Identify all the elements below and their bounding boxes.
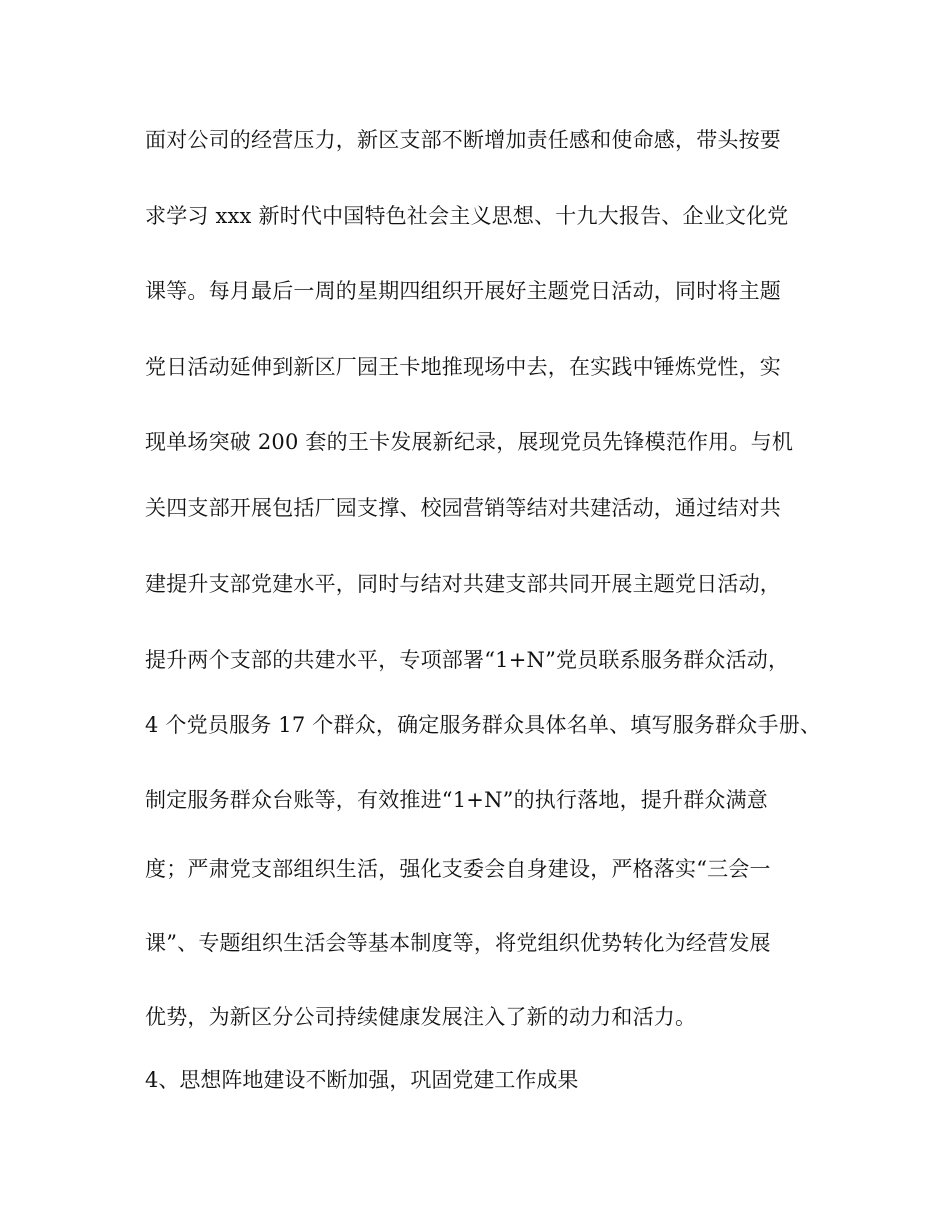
paragraph-line-5: 现单场突破 200 套的王卡发展新纪录，展现党员先锋模范作用。与机 — [145, 430, 794, 454]
paragraph-line-3: 课等。每月最后一周的星期四组织开展好主题党日活动，同时将主题 — [145, 279, 781, 303]
paragraph-line-8: 提升两个支部的共建水平，专项部署“1+N”党员联系服务群众活动， — [145, 648, 790, 672]
paragraph-line-12: 课”、专题组织生活会等基本制度等，将党组织优势转化为经营发展 — [145, 931, 771, 955]
paragraph-line-9: 4 个党员服务 17 个群众，确定服务群众具体名单、填写服务群众手册、 — [145, 713, 822, 737]
paragraph-line-4: 党日活动延伸到新区厂园王卡地推现场中去，在实践中锤炼党性，实 — [145, 355, 781, 379]
paragraph-line-7: 建提升支部党建水平，同时与结对共建支部共同开展主题党日活动， — [145, 572, 781, 596]
section-heading: 4、思想阵地建设不断加强，巩固党建工作成果 — [145, 1068, 579, 1092]
paragraph-line-10: 制定服务群众台账等，有效推进“1+N”的执行落地，提升群众满意 — [145, 788, 769, 812]
paragraph-line-13: 优势，为新区分公司持续健康发展注入了新的动力和活力。 — [145, 1005, 697, 1029]
paragraph-line-6: 关四支部开展包括厂园支撑、校园营销等结对共建活动，通过结对共 — [145, 496, 781, 520]
paragraph-line-1: 面对公司的经营压力，新区支部不断增加责任感和使命感，带头按要 — [145, 128, 781, 152]
paragraph-line-2: 求学习 xxx 新时代中国特色社会主义思想、十九大报告、企业文化党 — [145, 204, 789, 228]
paragraph-line-11: 度；严肃党支部组织生活，强化支委会自身建设，严格落实“三会一 — [145, 857, 771, 881]
